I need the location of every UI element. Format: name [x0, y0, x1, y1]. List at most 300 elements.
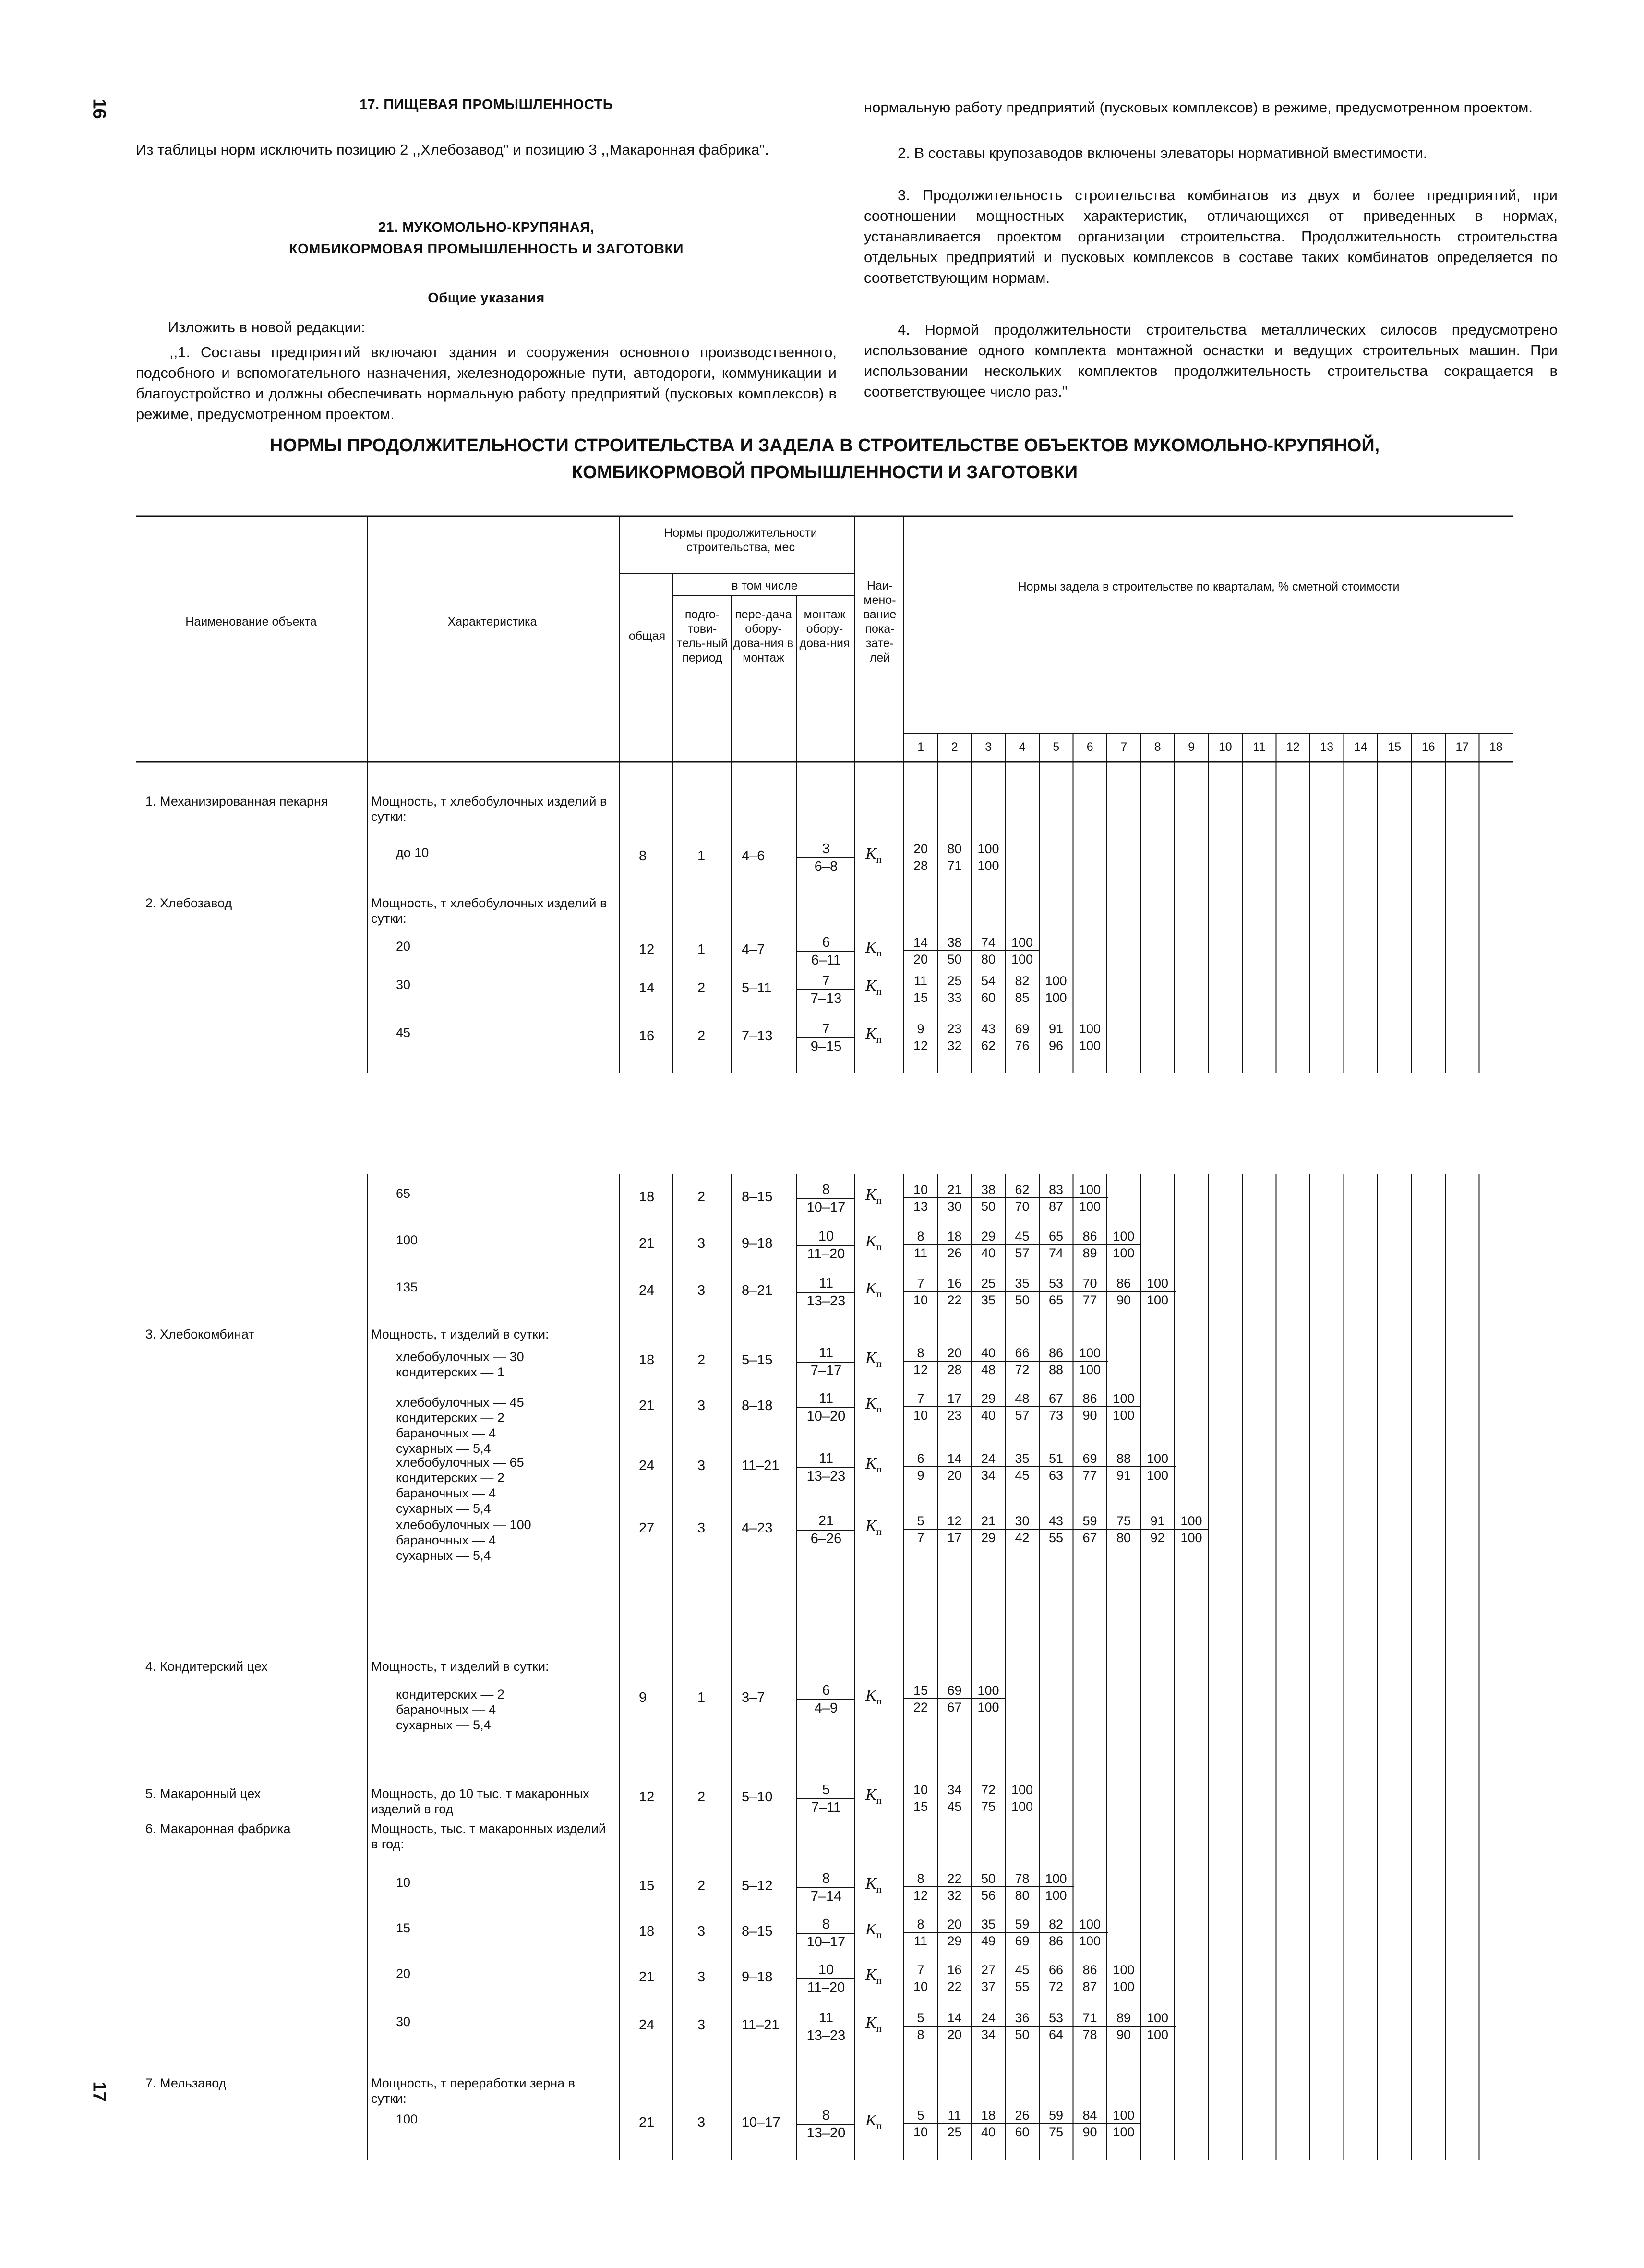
- backlog-denominator: 7: [917, 1531, 924, 1545]
- backlog-numerator: 100: [1038, 973, 1074, 989]
- backlog-quarter-2: [937, 1229, 972, 1261]
- installation-numerator: 10: [797, 1962, 855, 1979]
- backlog-quarter-8: [1140, 1276, 1176, 1308]
- backlog-numerator: 100: [1038, 1871, 1074, 1887]
- installation-denominator: 7–14: [810, 1889, 842, 1904]
- backlog-quarter-1: [903, 1871, 938, 1904]
- indicator-k: К: [865, 845, 876, 863]
- backlog-quarter-5: [1038, 1513, 1074, 1546]
- backlog-denominator: 42: [1015, 1531, 1030, 1545]
- backlog-numerator: 5: [903, 2108, 938, 2124]
- indicator-sub: п: [876, 1463, 882, 1475]
- backlog-numerator: 8: [903, 1345, 938, 1362]
- backlog-numerator: 100: [971, 1683, 1006, 1699]
- backlog-denominator: 100: [1180, 1531, 1202, 1545]
- backlog-quarter-2: [937, 1513, 972, 1546]
- characteristic: хлебобулочных — 65 кондитерских — 2 бараночных — 4 сухарных — 5,4: [396, 1455, 524, 1516]
- characteristic: хлебобулочных — 45 кондитерских — 2 бараночных — 4 сухарных — 5,4: [396, 1395, 524, 1456]
- backlog-denominator: 100: [1079, 1199, 1101, 1214]
- total-duration: 21: [639, 1236, 655, 1251]
- backlog-quarter-4: [1005, 1451, 1040, 1484]
- quarter-header-6: 6: [1086, 740, 1093, 754]
- backlog-numerator: 20: [903, 841, 938, 857]
- backlog-quarter-7: [1106, 1451, 1141, 1484]
- characteristic: Мощность, т изделий в сутки:: [371, 1327, 549, 1341]
- backlog-numerator: 26: [1005, 2108, 1040, 2124]
- backlog-numerator: 6: [903, 1451, 938, 1467]
- backlog-numerator: 67: [1038, 1391, 1074, 1407]
- backlog-denominator: 90: [1116, 1293, 1131, 1307]
- backlog-numerator: 17: [937, 1391, 972, 1407]
- backlog-denominator: 64: [1048, 2027, 1064, 2042]
- backlog-quarter-6: [1072, 1962, 1108, 1995]
- backlog-numerator: 70: [1072, 1276, 1108, 1292]
- backlog-denominator: 77: [1082, 1468, 1097, 1483]
- installation-numerator: 11: [797, 1391, 855, 1408]
- backlog-quarter-4: [1005, 973, 1040, 1006]
- header-indicator: Наи-мено-вание пока-зате-лей: [863, 579, 897, 664]
- backlog-quarter-4: [1005, 935, 1040, 967]
- characteristic: 100: [396, 2112, 418, 2126]
- backlog-denominator: 89: [1082, 1246, 1097, 1260]
- characteristic: Мощность, т изделий в сутки:: [371, 1659, 549, 1674]
- equipment-transfer: 10–17: [742, 2115, 780, 2130]
- indicator-k: К: [865, 1186, 876, 1204]
- installation-denominator: 13–23: [806, 1469, 846, 1484]
- header-backlog: Нормы задела в строительстве по кварталам, % сметной стоимости: [1018, 580, 1400, 593]
- backlog-quarter-4: [1005, 1917, 1040, 1949]
- backlog-numerator: 59: [1038, 2108, 1074, 2124]
- backlog-numerator: 74: [971, 935, 1006, 951]
- backlog-numerator: 12: [937, 1513, 972, 1530]
- backlog-quarter-3: [971, 1451, 1006, 1484]
- installation-numerator: 11: [797, 2010, 855, 2027]
- backlog-quarter-5: [1038, 2010, 1074, 2043]
- backlog-denominator: 100: [1113, 1979, 1135, 1994]
- equipment-transfer: 9–18: [742, 1236, 773, 1251]
- object-name: 1. Механизированная пекарня: [145, 794, 328, 808]
- backlog-numerator: 82: [1038, 1917, 1074, 1933]
- backlog-numerator: 30: [1005, 1513, 1040, 1530]
- backlog-quarter-2: [937, 1962, 972, 1995]
- section-21-p1-continued: нормальную работу предприятий (пусковых комплексов) в режиме, предусмотренном проектом.: [864, 99, 1533, 116]
- backlog-numerator: 8: [903, 1917, 938, 1933]
- backlog-quarter-2: [937, 1451, 972, 1484]
- backlog-quarter-3: [971, 2108, 1006, 2140]
- backlog-denominator: 35: [981, 1293, 996, 1307]
- backlog-denominator: 73: [1048, 1408, 1064, 1423]
- backlog-denominator: 62: [981, 1038, 996, 1053]
- backlog-numerator: 100: [1072, 1182, 1108, 1198]
- characteristic: 30: [396, 2015, 411, 2029]
- backlog-denominator: 32: [947, 1888, 962, 1903]
- backlog-denominator: 15: [913, 1799, 928, 1814]
- backlog-numerator: 9: [903, 1021, 938, 1037]
- indicator-kp: [865, 977, 882, 998]
- backlog-numerator: 14: [937, 1451, 972, 1467]
- backlog-quarter-3: [971, 1683, 1006, 1715]
- installation-denominator: 11–20: [807, 1980, 845, 1995]
- backlog-quarter-6: [1072, 1345, 1108, 1378]
- installation-denominator: 6–11: [811, 953, 841, 968]
- quarter-header-9: 9: [1188, 740, 1195, 754]
- indicator-k: К: [865, 1966, 876, 1984]
- backlog-denominator: 50: [981, 1199, 996, 1214]
- installation-numerator: 21: [797, 1513, 855, 1531]
- backlog-quarter-1: [903, 1229, 938, 1261]
- backlog-quarter-6: [1072, 1276, 1108, 1308]
- installation-fraction: [797, 1917, 855, 1950]
- indicator-sub: п: [876, 1929, 882, 1941]
- backlog-numerator: 100: [1072, 1021, 1108, 1037]
- backlog-denominator: 67: [947, 1700, 962, 1714]
- characteristic: Мощность, до 10 тыс. т макаронных изделий в год: [371, 1786, 589, 1816]
- backlog-numerator: 100: [1174, 1513, 1209, 1530]
- indicator-k: К: [865, 1349, 876, 1367]
- quarter-header-14: 14: [1354, 740, 1368, 754]
- backlog-denominator: 32: [947, 1038, 962, 1053]
- backlog-denominator: 55: [1048, 1531, 1064, 1545]
- backlog-denominator: 100: [1113, 2125, 1135, 2139]
- indicator-k: К: [865, 1455, 876, 1472]
- indicator-sub: п: [876, 947, 882, 959]
- installation-numerator: 8: [797, 1871, 855, 1888]
- equipment-transfer: 3–7: [742, 1690, 765, 1705]
- indicator-kp: [865, 845, 882, 866]
- indicator-kp: [865, 1025, 882, 1046]
- backlog-denominator: 20: [947, 1468, 962, 1483]
- backlog-denominator: 80: [1015, 1888, 1030, 1903]
- backlog-denominator: 63: [1048, 1468, 1064, 1483]
- backlog-denominator: 78: [1082, 2027, 1097, 2042]
- backlog-numerator: 54: [971, 973, 1006, 989]
- indicator-sub: п: [876, 1695, 882, 1707]
- backlog-quarter-4: [1005, 1276, 1040, 1308]
- installation-fraction: [797, 1021, 855, 1055]
- backlog-denominator: 88: [1048, 1363, 1064, 1377]
- backlog-denominator: 100: [1045, 990, 1067, 1005]
- backlog-numerator: 11: [937, 2108, 972, 2124]
- backlog-denominator: 48: [981, 1363, 996, 1377]
- backlog-quarter-2: [937, 1683, 972, 1715]
- backlog-denominator: 8: [917, 2027, 924, 2042]
- backlog-denominator: 34: [981, 1468, 996, 1483]
- backlog-quarter-6: [1072, 1513, 1108, 1546]
- equipment-transfer: 4–23: [742, 1520, 773, 1536]
- prep-period: 3: [697, 1236, 706, 1251]
- indicator-kp: [865, 1232, 882, 1253]
- indicator-k: К: [865, 1517, 876, 1535]
- installation-fraction: [797, 1513, 855, 1547]
- backlog-quarter-1: [903, 1683, 938, 1715]
- backlog-quarter-1: [903, 1182, 938, 1215]
- backlog-quarter-3: [971, 1871, 1006, 1904]
- backlog-denominator: 86: [1048, 1934, 1064, 1948]
- equipment-transfer: 9–18: [742, 1969, 773, 1985]
- indicator-k: К: [865, 1279, 876, 1297]
- backlog-numerator: 78: [1005, 1871, 1040, 1887]
- installation-fraction: [797, 1276, 855, 1309]
- backlog-denominator: 37: [981, 1979, 996, 1994]
- installation-denominator: 10–17: [806, 1200, 846, 1215]
- backlog-quarter-1: [903, 1345, 938, 1378]
- backlog-quarter-1: [903, 1782, 938, 1815]
- indicator-kp: [865, 1517, 882, 1538]
- backlog-denominator: 100: [977, 858, 999, 873]
- total-duration: 14: [639, 980, 655, 996]
- installation-fraction: [797, 1391, 855, 1424]
- backlog-quarter-3: [971, 935, 1006, 967]
- characteristic: 10: [396, 1875, 411, 1890]
- total-duration: 18: [639, 1924, 655, 1939]
- backlog-quarter-1: [903, 1513, 938, 1546]
- backlog-numerator: 59: [1005, 1917, 1040, 1933]
- backlog-numerator: 25: [971, 1276, 1006, 1292]
- backlog-denominator: 85: [1015, 990, 1030, 1005]
- backlog-denominator: 100: [1113, 1408, 1135, 1423]
- indicator-kp: [865, 939, 882, 959]
- object-name: 5. Макаронный цех: [145, 1786, 261, 1801]
- backlog-quarter-5: [1038, 1917, 1074, 1949]
- quarter-header-2: 2: [951, 740, 958, 754]
- backlog-denominator: 11: [913, 1246, 928, 1260]
- backlog-numerator: 86: [1038, 1345, 1074, 1362]
- installation-denominator: 13–23: [806, 2028, 846, 2043]
- backlog-denominator: 28: [913, 858, 928, 873]
- backlog-denominator: 100: [977, 1700, 999, 1714]
- backlog-quarter-6: [1072, 2010, 1108, 2043]
- backlog-denominator: 22: [947, 1979, 962, 1994]
- backlog-denominator: 33: [947, 990, 962, 1005]
- backlog-denominator: 77: [1082, 1293, 1097, 1307]
- backlog-quarter-3: [971, 1345, 1006, 1378]
- backlog-denominator: 90: [1116, 2027, 1131, 2042]
- backlog-numerator: 23: [937, 1021, 972, 1037]
- installation-numerator: 11: [797, 1451, 855, 1468]
- installation-fraction: [797, 1962, 855, 1996]
- backlog-quarter-6: [1072, 2108, 1108, 2140]
- backlog-quarter-8: [1140, 1513, 1176, 1546]
- section-21-title-1: 21. МУКОМОЛЬНО-КРУПЯНАЯ,: [378, 220, 595, 235]
- indicator-k: К: [865, 939, 876, 956]
- quarter-header-4: 4: [1019, 740, 1026, 754]
- backlog-quarter-2: [937, 841, 972, 874]
- backlog-quarter-9: [1174, 1513, 1209, 1546]
- equipment-transfer: 8–15: [742, 1189, 773, 1205]
- backlog-numerator: 66: [1005, 1345, 1040, 1362]
- backlog-quarter-7: [1106, 1391, 1141, 1424]
- backlog-denominator: 29: [981, 1531, 996, 1545]
- backlog-denominator: 60: [1015, 2125, 1030, 2139]
- backlog-quarter-2: [937, 1345, 972, 1378]
- backlog-quarter-3: [971, 1391, 1006, 1424]
- backlog-quarter-1: [903, 1917, 938, 1949]
- backlog-numerator: 35: [1005, 1451, 1040, 1467]
- backlog-quarter-4: [1005, 1182, 1040, 1215]
- installation-denominator: 11–20: [807, 1246, 845, 1262]
- table-title-2: КОМБИКОРМОВОЙ ПРОМЫШЛЕННОСТИ И ЗАГОТОВКИ: [571, 462, 1078, 483]
- characteristic: 45: [396, 1025, 411, 1040]
- indicator-sub: п: [876, 1241, 882, 1253]
- prep-period: 2: [697, 1789, 706, 1805]
- indicator-kp: [865, 1875, 882, 1895]
- indicator-kp: [865, 1186, 882, 1206]
- total-duration: 18: [639, 1352, 655, 1368]
- backlog-quarter-4: [1005, 1962, 1040, 1995]
- backlog-quarter-5: [1038, 1451, 1074, 1484]
- backlog-denominator: 50: [1015, 1293, 1030, 1307]
- backlog-denominator: 90: [1082, 1408, 1097, 1423]
- characteristic: Мощность, т хлебобулочных изделий в сутки:: [371, 794, 607, 824]
- backlog-quarter-3: [971, 2010, 1006, 2043]
- indicator-sub: п: [876, 1974, 882, 1986]
- indicator-kp: [865, 1279, 882, 1300]
- backlog-numerator: 89: [1106, 2010, 1141, 2027]
- backlog-quarter-2: [937, 1276, 972, 1308]
- backlog-quarter-5: [1038, 1276, 1074, 1308]
- backlog-quarter-6: [1072, 1229, 1108, 1261]
- characteristic: Мощность, т хлебобулочных изделий в сутки:: [371, 896, 607, 926]
- backlog-quarter-4: [1005, 1345, 1040, 1378]
- backlog-quarter-1: [903, 1451, 938, 1484]
- indicator-sub: п: [876, 1288, 882, 1300]
- backlog-denominator: 75: [981, 1799, 996, 1814]
- backlog-denominator: 10: [913, 2125, 928, 2139]
- backlog-denominator: 100: [1079, 1038, 1101, 1053]
- characteristic: Мощность, т переработки зерна в сутки:: [371, 2076, 575, 2106]
- backlog-numerator: 27: [971, 1962, 1006, 1978]
- installation-numerator: 8: [797, 1917, 855, 1934]
- total-duration: 21: [639, 1969, 655, 1985]
- indicator-kp: [865, 1455, 882, 1475]
- backlog-denominator: 11: [913, 1934, 928, 1948]
- backlog-numerator: 25: [937, 973, 972, 989]
- backlog-quarter-4: [1005, 1391, 1040, 1424]
- backlog-denominator: 57: [1015, 1408, 1030, 1423]
- indicator-kp: [865, 1786, 882, 1807]
- quarter-header-11: 11: [1253, 740, 1266, 754]
- backlog-quarter-5: [1038, 2108, 1074, 2140]
- installation-numerator: 6: [797, 935, 855, 952]
- prep-period: 3: [697, 1283, 706, 1298]
- backlog-numerator: 5: [903, 1513, 938, 1530]
- backlog-numerator: 100: [1005, 935, 1040, 951]
- header-install: монтаж обору-дова-ния: [799, 608, 850, 650]
- backlog-denominator: 100: [1079, 1363, 1101, 1377]
- indicator-k: К: [865, 2014, 876, 2032]
- quarter-header-10: 10: [1218, 740, 1232, 754]
- quarter-header-15: 15: [1388, 740, 1402, 754]
- backlog-quarter-5: [1038, 1345, 1074, 1378]
- characteristic: хлебобулочных — 30 кондитерских — 1: [396, 1350, 524, 1379]
- table-title-1: НОРМЫ ПРОДОЛЖИТЕЛЬНОСТИ СТРОИТЕЛЬСТВА И ЗАДЕЛА В СТРОИТЕЛЬСТВЕ ОБЪЕКТОВ МУКОМОЛЬНО-КРУПЯНОЙ,: [269, 435, 1380, 456]
- indicator-sub: п: [876, 853, 882, 865]
- installation-denominator: 7–17: [810, 1363, 842, 1378]
- characteristic: 20: [396, 939, 411, 953]
- installation-denominator: 10–20: [806, 1409, 846, 1424]
- backlog-quarter-2: [937, 1182, 972, 1215]
- backlog-numerator: 86: [1072, 1962, 1108, 1978]
- indicator-k: К: [865, 2111, 876, 2129]
- prep-period: 2: [697, 1878, 706, 1894]
- installation-fraction: [797, 1345, 855, 1379]
- backlog-quarter-3: [971, 1182, 1006, 1215]
- backlog-denominator: 74: [1048, 1246, 1064, 1260]
- backlog-quarter-5: [1038, 973, 1074, 1006]
- total-duration: 24: [639, 2017, 655, 2033]
- equipment-transfer: 8–21: [742, 1283, 773, 1298]
- installation-numerator: 8: [797, 1182, 855, 1199]
- backlog-quarter-7: [1106, 1229, 1141, 1261]
- backlog-numerator: 36: [1005, 2010, 1040, 2027]
- backlog-quarter-6: [1072, 1182, 1108, 1215]
- prep-period: 2: [697, 1028, 706, 1044]
- backlog-numerator: 100: [1072, 1345, 1108, 1362]
- backlog-numerator: 86: [1106, 1276, 1141, 1292]
- backlog-numerator: 62: [1005, 1182, 1040, 1198]
- indicator-kp: [865, 1966, 882, 1987]
- backlog-numerator: 18: [971, 2108, 1006, 2124]
- indicator-sub: п: [876, 2120, 882, 2132]
- backlog-numerator: 84: [1072, 2108, 1108, 2124]
- header-transfer: пере-дача обору-дова-ния в монтаж: [733, 608, 794, 664]
- backlog-quarter-4: [1005, 1229, 1040, 1261]
- backlog-denominator: 40: [981, 2125, 996, 2139]
- installation-denominator: 4–9: [814, 1701, 838, 1716]
- backlog-denominator: 26: [947, 1246, 962, 1260]
- quarter-header-18: 18: [1489, 740, 1503, 754]
- characteristic: 135: [396, 1280, 418, 1294]
- backlog-quarter-4: [1005, 1871, 1040, 1904]
- header-duration: Нормы продолжительности строительства, мес: [664, 526, 817, 554]
- indicator-k: К: [865, 1875, 876, 1893]
- section-21-p3: 3. Продолжительность строительства комбинатов из двух и более предприятий, при соотношении мощностных характеристик, отличающихся от приведенных в нормах, устанавливается проектом организации строительства. Продолжительность строительства отдельных предприятий и пусковых комплексов в составе таких комбинатов определяется по соответствующим нормам.: [864, 187, 1558, 286]
- backlog-numerator: 35: [971, 1917, 1006, 1933]
- quarter-header-5: 5: [1053, 740, 1060, 754]
- section-17-text: Из таблицы норм исключить позицию 2 ,,Хлебозавод" и позицию 3 ,,Макаронная фабрика".: [136, 141, 769, 158]
- prep-period: 2: [697, 1352, 706, 1368]
- backlog-denominator: 92: [1150, 1531, 1165, 1545]
- backlog-numerator: 45: [1005, 1229, 1040, 1245]
- installation-numerator: 7: [797, 1021, 855, 1038]
- characteristic: 15: [396, 1921, 411, 1935]
- backlog-denominator: 17: [947, 1531, 962, 1545]
- indicator-k: К: [865, 1786, 876, 1804]
- backlog-denominator: 40: [981, 1408, 996, 1423]
- backlog-numerator: 22: [937, 1871, 972, 1887]
- prep-period: 3: [697, 1924, 706, 1939]
- backlog-denominator: 45: [1015, 1468, 1030, 1483]
- backlog-numerator: 15: [903, 1683, 938, 1699]
- indicator-k: К: [865, 1395, 876, 1412]
- backlog-denominator: 55: [1015, 1979, 1030, 1994]
- backlog-denominator: 100: [1045, 1888, 1067, 1903]
- backlog-numerator: 100: [1072, 1917, 1108, 1933]
- indicator-sub: п: [876, 1883, 882, 1895]
- backlog-numerator: 14: [903, 935, 938, 951]
- installation-denominator: 10–17: [806, 1934, 846, 1950]
- backlog-quarter-4: [1005, 1021, 1040, 1054]
- backlog-denominator: 40: [981, 1246, 996, 1260]
- backlog-quarter-1: [903, 1021, 938, 1054]
- page-number-bottom: 17: [89, 2081, 109, 2102]
- backlog-numerator: 16: [937, 1276, 972, 1292]
- installation-numerator: 8: [797, 2108, 855, 2125]
- total-duration: 12: [639, 1789, 655, 1805]
- equipment-transfer: 8–15: [742, 1924, 773, 1939]
- equipment-transfer: 11–21: [742, 1458, 780, 1473]
- backlog-quarter-5: [1038, 1391, 1074, 1424]
